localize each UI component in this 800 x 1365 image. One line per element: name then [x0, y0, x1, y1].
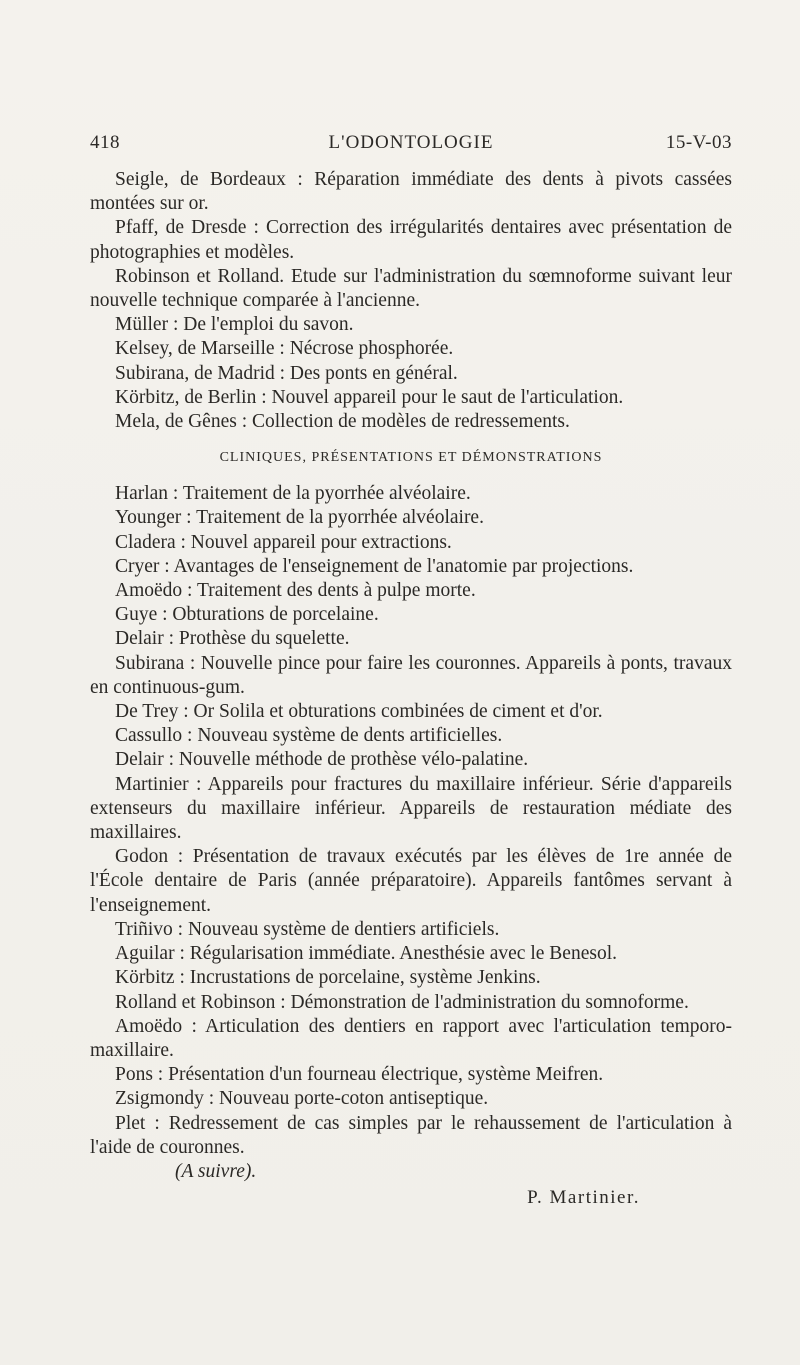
- list-item: Mela, de Gênes : Collection de modèles de redressements.: [115, 411, 570, 433]
- list-item: Kelsey, de Marseille : Nécrose phosphorée.: [115, 338, 454, 360]
- entries-list-bottom: [90, 482, 732, 1160]
- list-item: Amoëdo : Traitement des dents à pulpe morte.: [115, 580, 476, 602]
- list-item: Müller : De l'emploi du savon.: [115, 314, 354, 336]
- list-item: Delair : Nouvelle méthode de prothèse vélo-palatine.: [115, 749, 529, 771]
- to-be-continued-note: (A suivre).: [175, 1160, 257, 1182]
- list-item: Cassullo : Nouveau système de dents artificielles.: [115, 725, 503, 747]
- list-item: Subirana, de Madrid : Des ponts en général.: [115, 362, 458, 384]
- list-item: Zsigmondy : Nouveau porte-coton antiseptique.: [115, 1088, 489, 1110]
- list-item: Cryer : Avantages de l'enseignement de l'anatomie par projections.: [115, 555, 634, 577]
- list-item: De Trey : Or Solila et obturations combinées de ciment et d'or.: [115, 701, 603, 723]
- list-item: Plet : Redressement de cas simples par le rehaussement de l'articulation à l'aide de couronnes.: [90, 1112, 732, 1158]
- list-item: Godon : Présentation de travaux exécutés par les élèves de 1re année de l'École dentaire de Paris (année préparatoire). Appareils fantômes servant à l'enseignement.: [90, 846, 732, 916]
- list-item: Guye : Obturations de porcelaine.: [115, 604, 379, 626]
- page-number: 418: [90, 132, 120, 153]
- list-item: Aguilar : Régularisation immédiate. Anesthésie avec le Benesol.: [115, 943, 617, 965]
- entries-list-top: [90, 168, 732, 434]
- journal-title: L'ODONTOLOGIE: [328, 132, 494, 153]
- list-item: Younger : Traitement de la pyorrhée alvéolaire.: [115, 507, 484, 529]
- section-heading: CLINIQUES, PRÉSENTATIONS ET DÉMONSTRATIONS: [219, 450, 603, 466]
- list-item: Subirana : Nouvelle pince pour faire les couronnes. Appareils à ponts, travaux en continuous-gum.: [90, 652, 732, 698]
- list-item: Pfaff, de Dresde : Correction des irrégularités dentaires avec présentation de photographies et modèles.: [90, 217, 732, 263]
- body-text: [90, 168, 732, 1210]
- list-item: Robinson et Rolland. Etude sur l'administration du sœmnoforme suivant leur nouvelle technique comparée à l'ancienne.: [90, 265, 732, 312]
- list-item: Rolland et Robinson : Démonstration de l'administration du somnoforme.: [115, 991, 689, 1013]
- author-signature: P. Martinier.: [527, 1187, 640, 1209]
- list-item: Pons : Présentation d'un fourneau électrique, système Meifren.: [115, 1064, 604, 1086]
- list-item: Amoëdo : Articulation des dentiers en rapport avec l'articulation temporo-maxillaire.: [90, 1015, 732, 1061]
- issue-date: 15-V-03: [665, 132, 732, 153]
- list-item: Körbitz : Incrustations de porcelaine, système Jenkins.: [115, 967, 541, 989]
- list-item: Cladera : Nouvel appareil pour extractions.: [115, 531, 452, 553]
- list-item: Körbitz, de Berlin : Nouvel appareil pour le saut de l'articulation.: [115, 386, 624, 408]
- list-item: Delair : Prothèse du squelette.: [115, 628, 350, 650]
- list-item: Seigle, de Bordeaux : Réparation immédiate des dents à pivots cassées montées sur or.: [90, 169, 732, 215]
- list-item: Triñivo : Nouveau système de dentiers artificiels.: [115, 918, 500, 940]
- running-header: [90, 132, 732, 160]
- list-item: Martinier : Appareils pour fractures du maxillaire inférieur. Série d'appareils extenseurs du maxillaire inférieur. Appareils de restauration médiate des maxillaires.: [90, 773, 732, 844]
- list-item: Harlan : Traitement de la pyorrhée alvéolaire.: [115, 483, 471, 505]
